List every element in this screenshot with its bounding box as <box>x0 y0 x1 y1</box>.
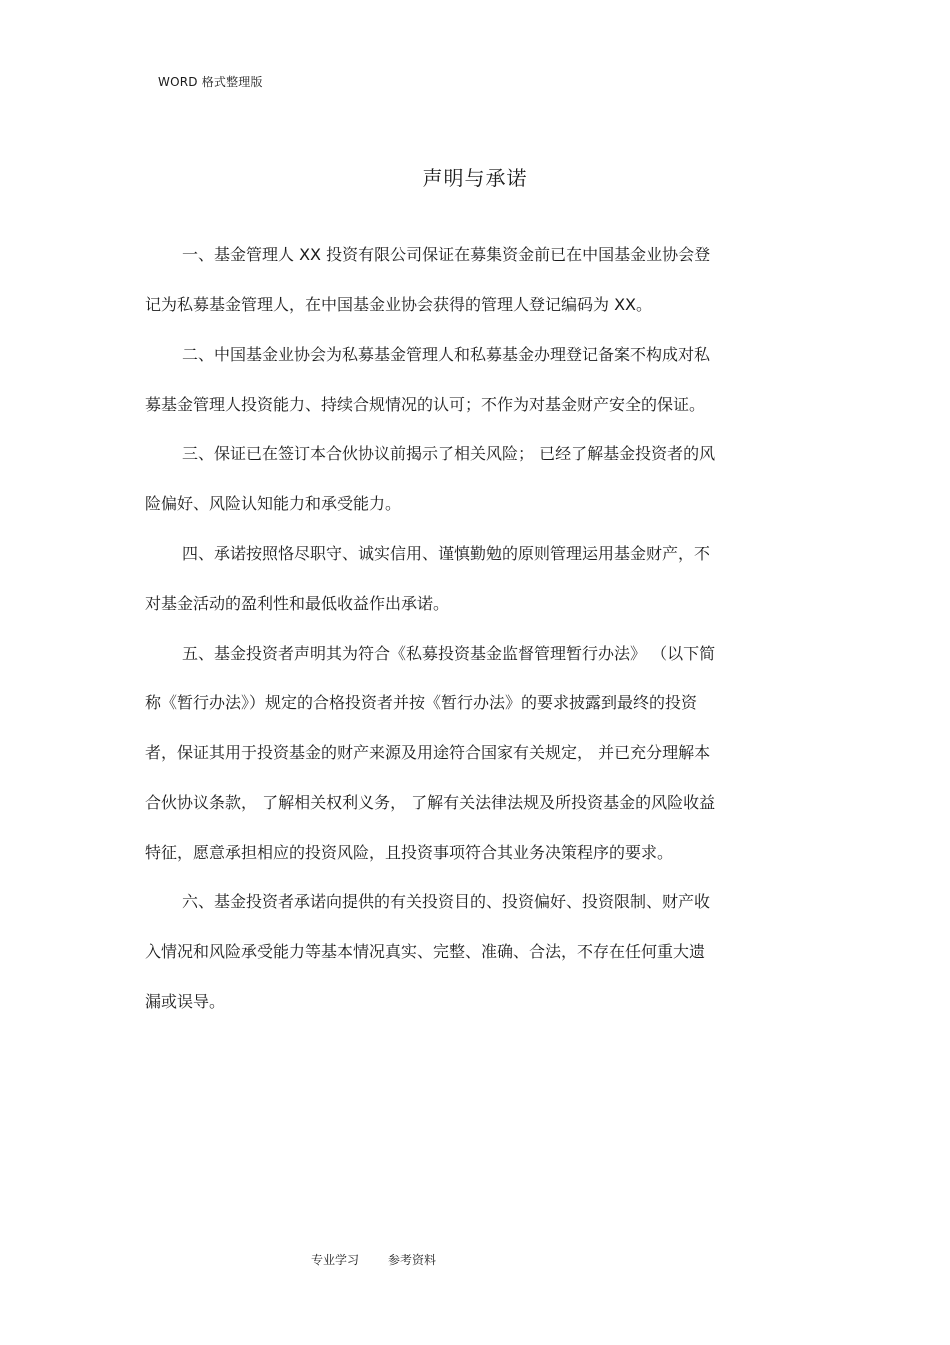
paragraph-5-line-2: 称《暂行办法》）规定的合格投资者并按《暂行办法》的要求披露到最终的投资 <box>145 693 698 712</box>
paragraph-3-line-1: 三、保证已在签订本合伙协议前揭示了相关风险； 已经了解基金投资者的风 <box>182 444 716 463</box>
document-title: 声明与承诺 <box>422 166 528 190</box>
paragraph-1-line-2: 记为私募基金管理人，在中国基金业协会获得的管理人登记编码为 XX。 <box>145 295 653 314</box>
footer-left-label: 专业学习 <box>311 1253 360 1267</box>
paragraph-5-line-3: 者，保证其用于投资基金的财产来源及用途符合国家有关规定， 并已充分理解本 <box>145 743 711 762</box>
paragraph-5-line-5: 特征，愿意承担相应的投资风险，且投资事项符合其业务决策程序的要求。 <box>145 843 674 862</box>
paragraph-4-line-1: 四、承诺按照恪尽职守、诚实信用、谨慎勤勉的原则管理运用基金财产，不 <box>182 544 711 563</box>
paragraph-3-line-2: 险偏好、风险认知能力和承受能力。 <box>145 494 402 513</box>
paragraph-5-line-4: 合伙协议条款， 了解相关权利义务， 了解有关法律法规及所投资基金的风险收益 <box>145 793 716 812</box>
footer-right-label: 参考资料 <box>388 1253 437 1267</box>
paragraph-2-line-2: 募基金管理人投资能力、持续合规情况的认可；不作为对基金财产安全的保证。 <box>145 395 706 414</box>
paragraph-6-line-2: 入情况和风险承受能力等基本情况真实、完整、准确、合法，不存在任何重大遗 <box>145 942 706 961</box>
paragraph-5-line-1: 五、基金投资者声明其为符合《私募投资基金监督管理暂行办法》 （以下简 <box>182 644 716 663</box>
paragraph-4-line-2: 对基金活动的盈利性和最低收益作出承诺。 <box>145 594 450 613</box>
paragraph-1-line-1: 一、基金管理人 XX 投资有限公司保证在募集资金前已在中国基金业协会登 <box>182 245 711 264</box>
paragraph-6-line-3: 漏或误导。 <box>145 992 226 1011</box>
paragraph-6-line-1: 六、基金投资者承诺向提供的有关投资目的、投资偏好、投资限制、财产收 <box>182 892 711 911</box>
document-header-label: WORD 格式整理版 <box>158 75 263 89</box>
paragraph-2-line-1: 二、中国基金业协会为私募基金管理人和私募基金办理登记备案不构成对私 <box>182 345 711 364</box>
